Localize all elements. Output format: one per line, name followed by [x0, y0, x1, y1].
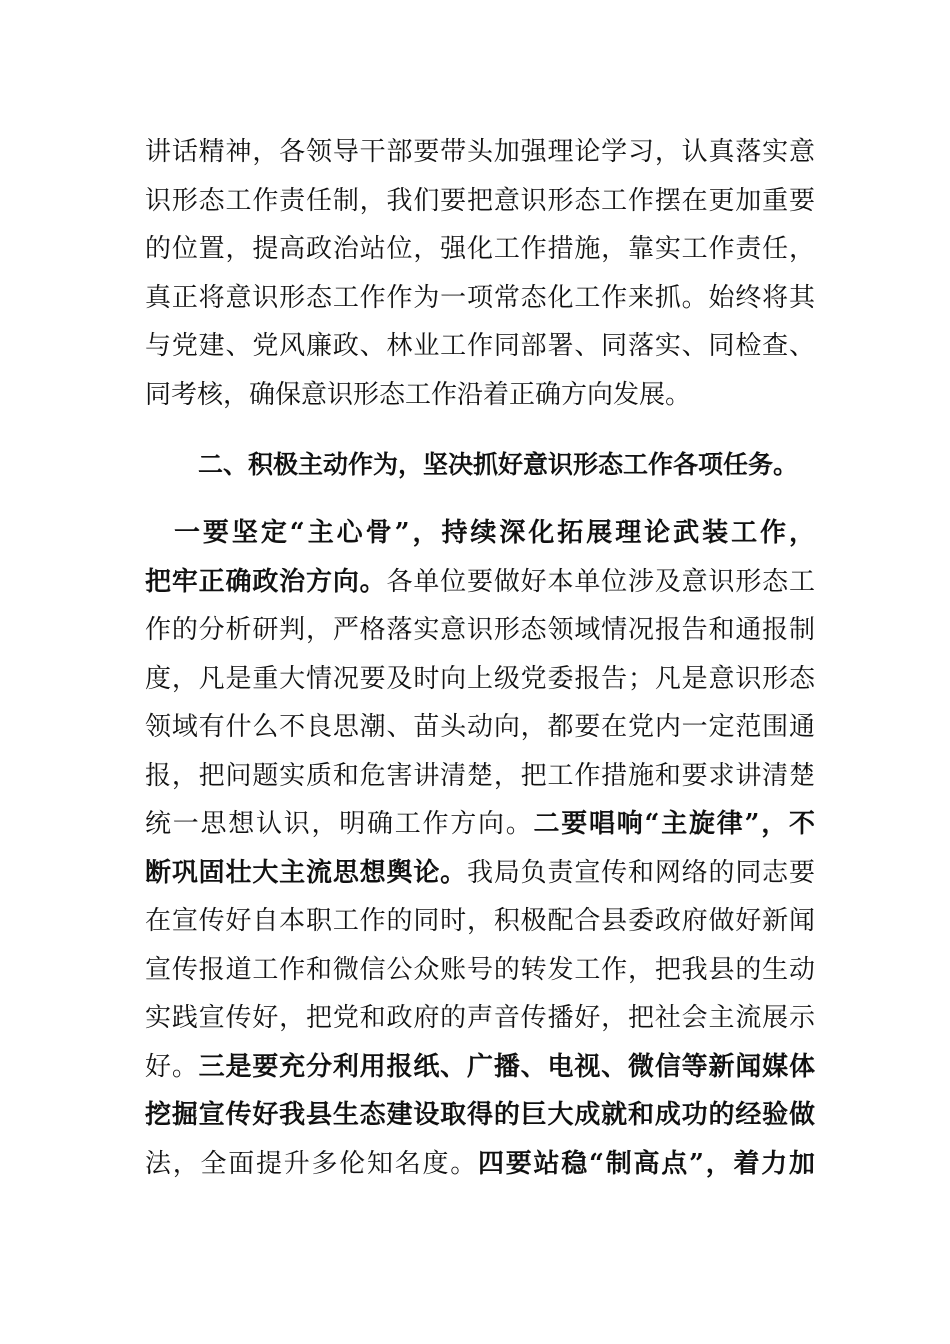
point-2-title-cont: 断巩固壮大主流思想舆论。 — [145, 857, 467, 888]
body-text: 宣传报道工作和微信公众账号的转发工作，把我县的生动 — [145, 954, 815, 985]
point-3-title-cont: 挖掘宣传好我县生态建设取得的巨大成就和成功的经验做 — [145, 1100, 815, 1130]
paragraph-2-line — [145, 558, 815, 607]
paragraph-2-line — [145, 1091, 815, 1140]
body-text: 领域有什么不良思潮、苗头动向，都要在党内一定范围通 — [145, 712, 815, 742]
paragraph-2-line — [145, 897, 815, 946]
body-text: 各单位要做好本单位涉及意识形态工 — [386, 566, 815, 597]
point-4-title: 四要站稳“制高点”，着力加 — [478, 1148, 815, 1179]
paragraph-2-line — [145, 849, 815, 898]
paragraph-1-line: 讲话精神，各领导干部要带头加强理论学习，认真落实意 — [145, 137, 815, 167]
point-2-title: 二要唱响“主旋律”，不 — [533, 809, 815, 839]
body-text: 在宣传好自本职工作的同时，积极配合县委政府做好新闻 — [145, 906, 815, 936]
point-1-title-cont: 把牢正确政治方向。 — [145, 566, 387, 597]
paragraph-2-line — [145, 800, 815, 849]
paragraph-2-line — [145, 752, 815, 801]
paragraph-1-line: 与党建、党风廉政、林业工作同部署、同落实、同检查、 — [145, 331, 815, 361]
paragraph-2-line — [145, 994, 815, 1043]
paragraph-1-line: 的位置，提高政治站位，强化工作措施，靠实工作责任， — [145, 234, 815, 264]
body-text: 实践宣传好，把党和政府的声音传播好，把社会主流展示 — [145, 1003, 815, 1033]
paragraph-2-line — [145, 606, 815, 655]
paragraph-2-line — [145, 703, 815, 752]
paragraph-1-line: 真正将意识形态工作作为一项常态化工作来抓。始终将其 — [145, 282, 815, 313]
paragraph-2-line — [145, 1140, 815, 1189]
paragraph-1 — [145, 128, 815, 419]
paragraph-1-line: 同考核，确保意识形态工作沿着正确方向发展。 — [145, 379, 692, 410]
paragraph-2-line — [145, 946, 815, 995]
paragraph-2-line — [145, 509, 815, 558]
paragraph-2-line — [145, 1043, 815, 1092]
body-text: 我局负责宣传和网络的同志要 — [467, 857, 815, 888]
body-text: 法，全面提升多伦知名度。 — [145, 1148, 479, 1179]
paragraph-2-line — [145, 655, 815, 704]
body-text: 报，把问题实质和危害讲清楚，把工作措施和要求讲清楚 — [145, 760, 815, 791]
body-text: 好。 — [145, 1051, 199, 1082]
body-text: 度，凡是重大情况要及时向上级党委报告；凡是意识形态 — [145, 663, 815, 694]
point-3-title: 三是要充分利用报纸、广播、电视、微信等新闻媒体 — [198, 1051, 815, 1082]
section-heading-2: 二、积极主动作为，坚决抓好意识形态工作各项任务。 — [198, 450, 799, 479]
paragraph-2 — [145, 509, 815, 1188]
indent — [145, 518, 174, 548]
body-text: 作的分析研判，严格落实意识形态领域情况报告和通报制 — [145, 615, 815, 645]
point-1-title: 一要坚定“主心骨”，持续深化拓展理论武装工作， — [173, 518, 815, 548]
body-text: 统一思想认识，明确工作方向。 — [145, 809, 534, 839]
paragraph-1-line: 识形态工作责任制，我们要把意识形态工作摆在更加重要 — [145, 185, 815, 216]
